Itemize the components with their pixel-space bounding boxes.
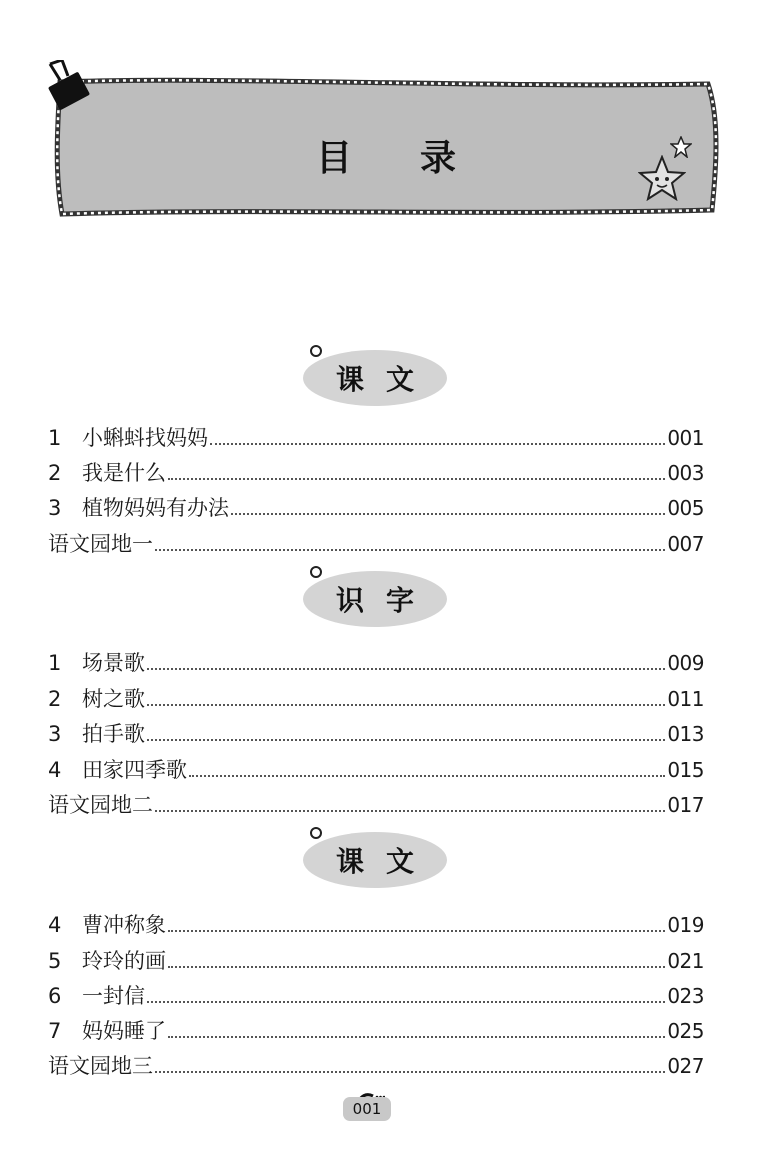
leader-dots: [189, 775, 665, 777]
toc-entry[interactable]: [48, 526, 704, 556]
entry-page: 021: [667, 949, 704, 973]
toc-entry[interactable]: [48, 943, 704, 973]
entry-number: 2: [48, 461, 62, 485]
leader-dots: [147, 668, 665, 670]
toc-entry[interactable]: [48, 752, 704, 782]
section-heading-lessons-2: 课文: [303, 832, 447, 888]
leader-dots: [168, 478, 665, 480]
leader-dots: [155, 1071, 665, 1073]
entry-number: 6: [48, 984, 62, 1008]
entry-title: 语文园地三: [48, 1054, 153, 1078]
ring-icon: [309, 565, 323, 579]
entry-number: 4: [48, 758, 62, 782]
leader-dots: [210, 443, 665, 445]
page-number-badge: 001: [343, 1097, 391, 1121]
toc-entry[interactable]: [48, 1048, 704, 1078]
page-title: 目录: [315, 138, 524, 179]
ring-icon: [309, 344, 323, 358]
toc-entry[interactable]: [48, 787, 704, 817]
entry-page: 009: [667, 651, 704, 675]
entry-page: 007: [667, 532, 704, 556]
entry-title: 拍手歌: [82, 722, 145, 746]
small-star-icon: [670, 136, 692, 158]
entry-number: 4: [48, 913, 62, 937]
entry-page: 023: [667, 984, 704, 1008]
leader-dots: [168, 966, 665, 968]
entry-title: 我是什么: [82, 461, 166, 485]
entry-title: 一封信: [82, 984, 145, 1008]
toc-entry[interactable]: [48, 1013, 704, 1043]
toc-entry[interactable]: [48, 420, 704, 450]
leader-dots: [147, 704, 665, 706]
entry-number: 5: [48, 949, 62, 973]
entry-number: 3: [48, 722, 62, 746]
leader-dots: [155, 549, 665, 551]
entry-page: 015: [667, 758, 704, 782]
smiling-star-icon: [638, 155, 686, 201]
entry-title: 植物妈妈有办法: [82, 496, 229, 520]
leader-dots: [168, 930, 665, 932]
entry-title: 树之歌: [82, 687, 145, 711]
toc-entry[interactable]: [48, 455, 704, 485]
leader-dots: [231, 513, 665, 515]
entry-page: 017: [667, 793, 704, 817]
section-heading-literacy: 识字: [303, 571, 447, 627]
entry-title: 小蝌蚪找妈妈: [82, 426, 208, 450]
leader-dots: [147, 739, 665, 741]
entry-number: 1: [48, 651, 62, 675]
entry-page: 019: [667, 913, 704, 937]
toc-entry[interactable]: [48, 978, 704, 1008]
leader-dots: [147, 1001, 665, 1003]
toc-entry[interactable]: [48, 645, 704, 675]
entry-title: 玲玲的画: [82, 949, 166, 973]
entry-page: 001: [667, 426, 704, 450]
entry-page: 013: [667, 722, 704, 746]
entry-page: 027: [667, 1054, 704, 1078]
entry-page: 005: [667, 496, 704, 520]
ring-icon: [309, 826, 323, 840]
leader-dots: [168, 1036, 665, 1038]
toc-entry[interactable]: [48, 716, 704, 746]
entry-page: 025: [667, 1019, 704, 1043]
entry-number: 1: [48, 426, 62, 450]
entry-page: 003: [667, 461, 704, 485]
entry-title: 田家四季歌: [82, 758, 187, 782]
toc-entry[interactable]: [48, 490, 704, 520]
entry-title: 曹冲称象: [82, 913, 166, 937]
toc-entry[interactable]: [48, 907, 704, 937]
entry-title: 语文园地一: [48, 532, 153, 556]
entry-number: 7: [48, 1019, 62, 1043]
entry-title: 场景歌: [82, 651, 145, 675]
page-number: [343, 1092, 391, 1122]
entry-title: 语文园地二: [48, 793, 153, 817]
title-banner: [48, 60, 724, 225]
entry-number: 3: [48, 496, 62, 520]
entry-title: 妈妈睡了: [82, 1019, 166, 1043]
entry-number: 2: [48, 687, 62, 711]
entry-page: 011: [667, 687, 704, 711]
toc-entry[interactable]: [48, 681, 704, 711]
leader-dots: [155, 810, 665, 812]
section-heading-lessons-1: 课文: [303, 350, 447, 406]
